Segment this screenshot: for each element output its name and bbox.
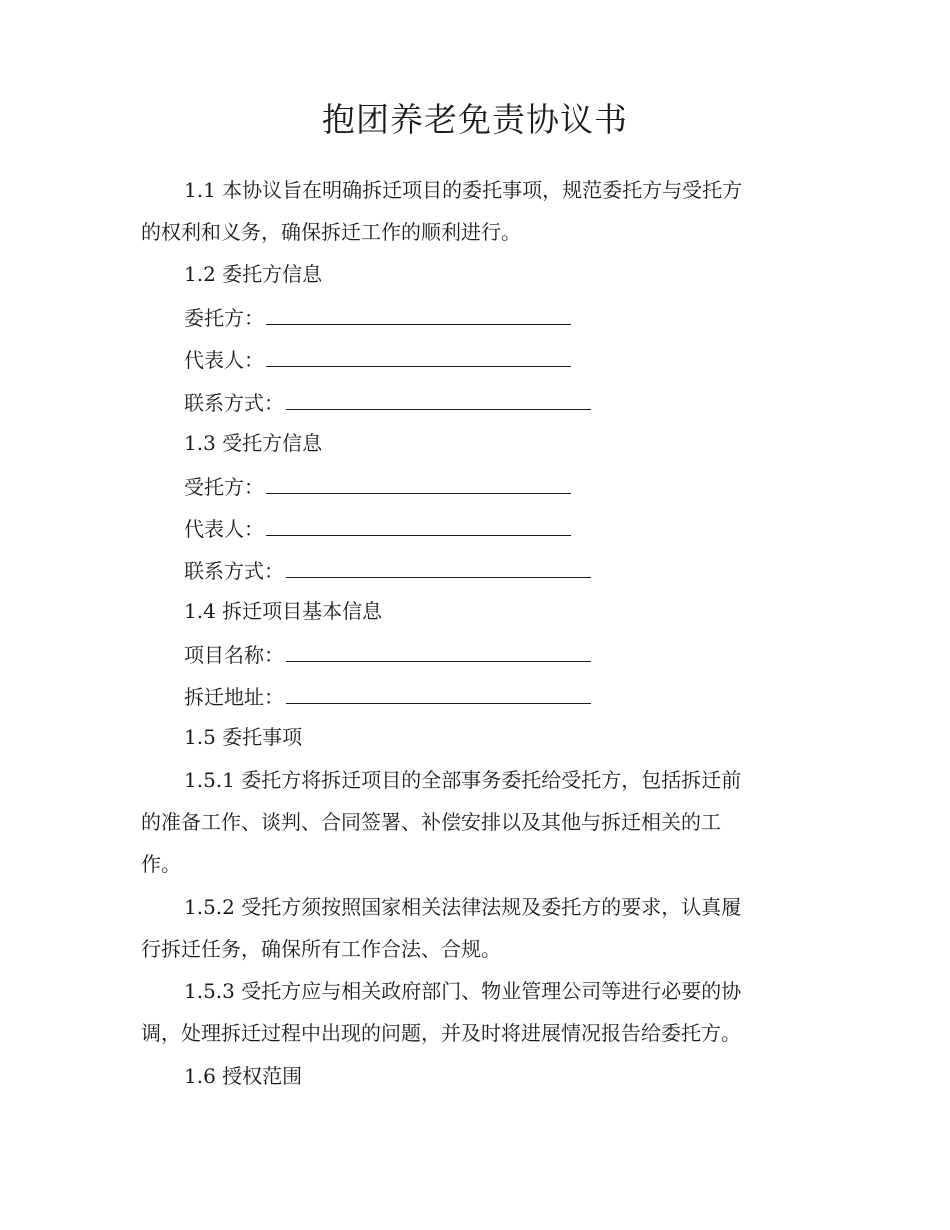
clause-1-5-3-line-1: 1.5.3 受托方应与相关政府部门、物业管理公司等进行必要的协 [184,979,742,1003]
project-address-field [184,681,591,711]
project-address-label: 拆迁地址： [184,685,284,709]
client-contact-field [184,387,591,417]
trustee-contact-blank [286,555,591,578]
client-name-label: 委托方： [184,306,264,330]
project-name-blank [286,639,591,662]
clause-1-5-2-line-2: 行拆迁任务，确保所有工作合法、合规。 [141,937,501,961]
clause-1-5-3-line-2: 调，处理拆迁过程中出现的问题，并及时将进展情况报告给委托方。 [141,1021,741,1045]
client-contact-blank [286,387,591,410]
section-heading-1-6: 1.6 授权范围 [184,1064,303,1088]
trustee-contact-field [184,555,591,585]
client-name-field [184,302,571,332]
clause-1-1-line-2: 的权利和义务，确保拆迁工作的顺利进行。 [141,220,521,244]
trustee-name-blank [266,471,571,494]
clause-1-5-1-line-1: 1.5.1 委托方将拆迁项目的全部事务委托给受托方，包括拆迁前 [184,768,742,792]
trustee-contact-label: 联系方式： [184,559,284,583]
trustee-name-label: 受托方： [184,475,264,499]
clause-1-5-1-line-2: 的准备工作、谈判、合同签署、补偿安排以及其他与拆迁相关的工 [141,810,721,834]
clause-1-1-line-1: 1.1 本协议旨在明确拆迁项目的委托事项，规范委托方与受托方 [184,178,743,202]
client-rep-blank [266,344,571,367]
trustee-rep-blank [266,513,571,536]
trustee-rep-label: 代表人： [184,517,264,541]
document-title: 抱团养老免责协议书 [322,100,628,139]
project-name-label: 项目名称： [184,643,284,667]
trustee-rep-field [184,513,571,543]
section-heading-1-3: 1.3 受托方信息 [184,431,323,455]
section-heading-1-2: 1.2 委托方信息 [184,262,323,286]
client-contact-label: 联系方式： [184,391,284,415]
project-address-blank [286,681,591,704]
section-heading-1-5: 1.5 委托事项 [184,725,303,749]
clause-1-5-2-line-1: 1.5.2 受托方须按照国家相关法律法规及委托方的要求，认真履 [184,895,742,919]
client-name-blank [266,302,571,325]
section-heading-1-4: 1.4 拆迁项目基本信息 [184,599,383,623]
clause-1-5-1-line-3: 作。 [141,852,181,876]
trustee-name-field [184,471,571,501]
client-rep-field [184,344,571,374]
project-name-field [184,639,591,669]
client-rep-label: 代表人： [184,348,264,372]
